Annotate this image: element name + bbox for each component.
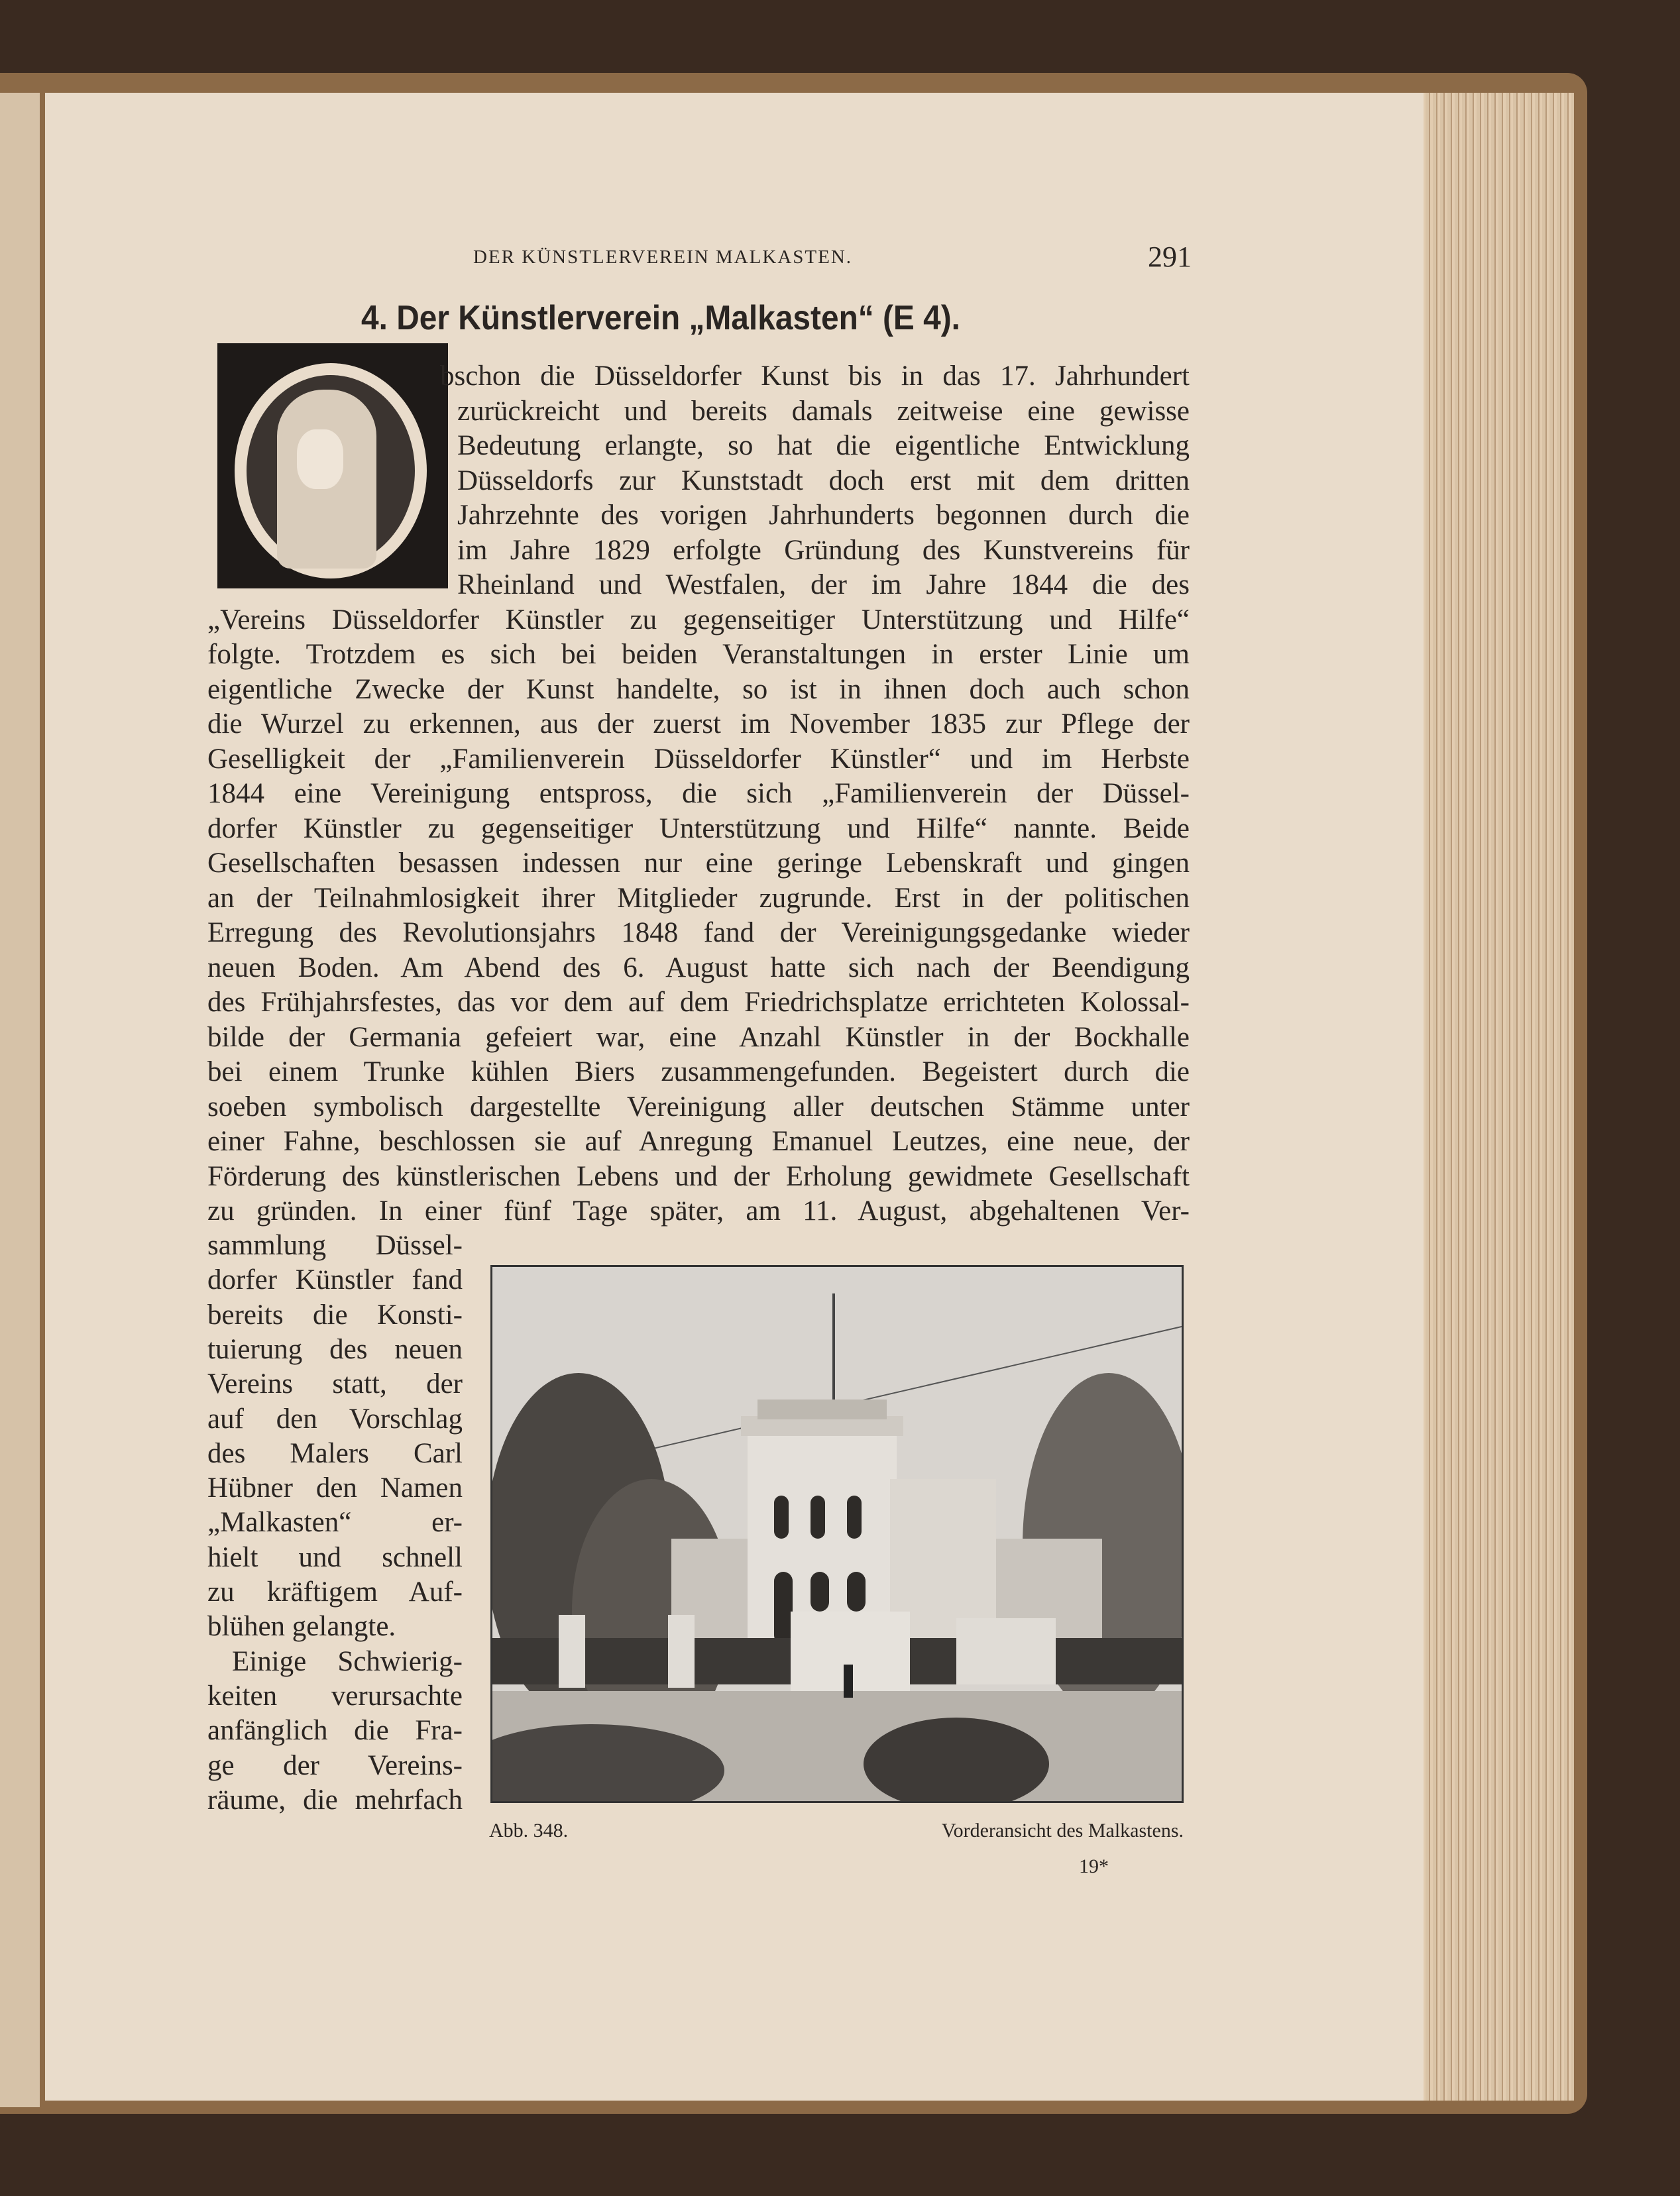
body-line: folgte. Trotzdem es sich bei beiden Veranstaltungen in erster Linie um	[207, 639, 1190, 670]
body-line: zurückreicht und bereits damals zeitweise eine gewisse	[457, 395, 1190, 427]
column-line: dorfer Künstler fand	[207, 1264, 463, 1296]
column-line: ge der Vereins-	[207, 1749, 463, 1781]
signature-mark: 19*	[1079, 1855, 1109, 1877]
body-line: neuen Boden. Am Abend des 6. August hatte sich nach der Beendigung	[207, 952, 1190, 983]
figure-photo-malkasten	[490, 1265, 1184, 1803]
column-line: „Malkasten“ er-	[207, 1507, 463, 1539]
body-line: die Wurzel zu erkennen, aus der zuerst im November 1835 zur Pflege der	[207, 708, 1190, 740]
body-line: soeben symbolisch dargestellte Vereinigung aller deutschen Stämme unter	[207, 1091, 1190, 1123]
drop-cap-illustration	[217, 343, 448, 588]
section-title: 4. Der Künstlerverein „Malkasten“ (E 4).	[361, 299, 960, 337]
body-line: Düsseldorfs zur Kunststadt doch erst mit dem dritten	[457, 465, 1190, 496]
body-line: eigentliche Zwecke der Kunst handelte, so ist in ihnen doch auch schon	[207, 673, 1190, 705]
body-line: im Jahre 1829 erfolgte Gründung des Kunstvereins für	[457, 534, 1190, 566]
page-number: 291	[1148, 241, 1192, 273]
column-line: des Malers Carl	[207, 1437, 463, 1469]
column-line: zu kräftigem Auf-	[207, 1576, 463, 1608]
figure-number: Abb. 348.	[489, 1820, 569, 1841]
running-head: DER KÜNSTLERVEREIN MALKASTEN.	[473, 247, 853, 268]
body-line: einer Fahne, beschlossen sie auf Anregung Emanuel Leutzes, eine neue, der	[207, 1126, 1190, 1157]
body-line: „Vereins Düsseldorfer Künstler zu gegenseitiger Unterstützung und Hilfe“	[207, 604, 1190, 635]
column-line: bereits die Konsti-	[207, 1299, 463, 1331]
body-line: Geselligkeit der „Familienverein Düsseldorfer Künstler“ und im Herbste	[207, 743, 1190, 775]
body-line: des Frühjahrsfestes, das vor dem auf dem Friedrichsplatze errichteten Kolossal-	[207, 987, 1190, 1018]
column-line: anfänglich die Fra-	[207, 1715, 463, 1747]
body-line: Bedeutung erlangte, so hat die eigentliche Entwicklung	[457, 430, 1190, 461]
column-line: Hübner den Namen	[207, 1472, 463, 1504]
body-line: zu gründen. In einer fünf Tage später, am 11. August, abgehaltenen Ver-	[207, 1195, 1190, 1227]
body-line: Jahrzehnte des vorigen Jahrhunderts begonnen durch die	[457, 500, 1190, 531]
body-line: dorfer Künstler zu gegenseitiger Unterstützung und Hilfe“ nannte. Beide	[207, 812, 1190, 844]
column-line: auf den Vorschlag	[207, 1403, 463, 1435]
page-stack-edge	[1418, 93, 1574, 2101]
body-line: bei einem Trunke kühlen Biers zusammengefunden. Begeistert durch die	[207, 1056, 1190, 1087]
body-line: Förderung des künstlerischen Lebens und der Erholung gewidmete Gesellschaft	[207, 1160, 1190, 1192]
figure-caption: Vorderansicht des Malkastens.	[941, 1820, 1184, 1841]
column-line: Einige Schwierig-	[232, 1645, 463, 1677]
column-line: hielt und schnell	[207, 1541, 463, 1573]
body-line: an der Teilnahmlosigkeit ihrer Mitglieder zugrunde. Erst in der politischen	[207, 882, 1190, 914]
body-line: Erregung des Revolutionsjahrs 1848 fand der Vereinigungsgedanke wieder	[207, 917, 1190, 948]
body-line: bilde der Germania gefeiert war, eine Anzahl Künstler in der Bockhalle	[207, 1021, 1190, 1053]
body-line: Rheinland und Westfalen, der im Jahre 1844 die des	[457, 569, 1190, 600]
column-line: tuierung des neuen	[207, 1333, 463, 1365]
body-line: 1844 eine Vereinigung entspross, die sich „Familienverein der Düssel-	[207, 778, 1190, 809]
body-line: bschon die Düsseldorfer Kunst bis in das 17. Jahrhundert	[440, 360, 1190, 392]
facing-page-edge	[0, 93, 40, 2107]
body-line: Gesellschaften besassen indessen nur eine geringe Lebenskraft und gingen	[207, 848, 1190, 879]
drop-cap-face	[297, 429, 343, 489]
column-line: keiten verursachte	[207, 1680, 463, 1712]
column-line: Vereins statt, der	[207, 1368, 463, 1400]
column-line: räume, die mehrfach	[207, 1784, 463, 1816]
column-line: sammlung Düssel-	[207, 1230, 463, 1261]
column-line: blühen gelangte.	[207, 1611, 396, 1643]
